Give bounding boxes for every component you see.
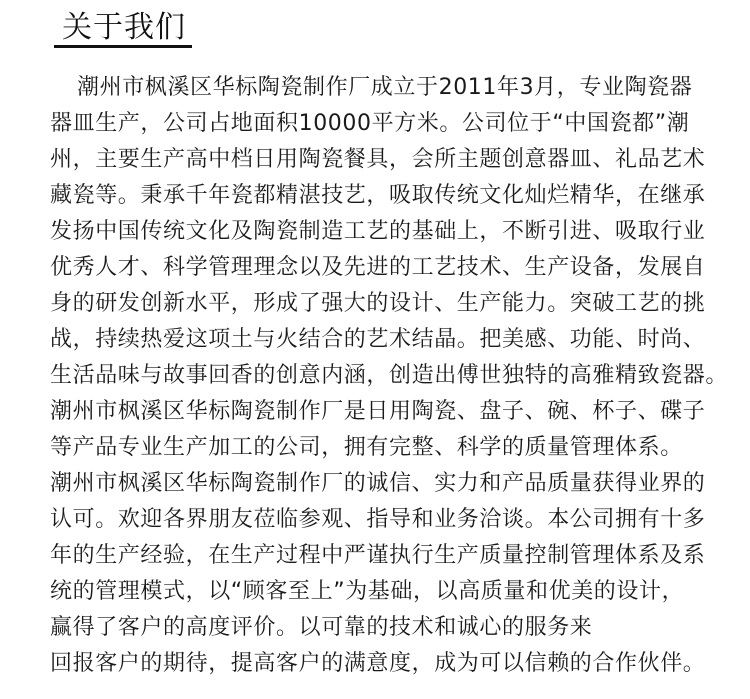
text-line: 潮州市枫溪区华标陶瓷制作厂的诚信、实力和产品质量获得业界的 [50,471,706,496]
text-line: 等产品专业生产加工的公司，拥有完整、科学的质量管理体系。 [50,435,683,460]
text-line: 州，主要生产高中档日用陶瓷餐具，会所主题创意器皿、礼品艺术 [50,147,706,172]
text-line: 身的研发创新水平，形成了强大的设计、生产能力。突破工艺的挑 [50,291,706,316]
text-line: 潮州市枫溪区华标陶瓷制作厂成立于2011年3月，专业陶瓷器 [77,75,693,100]
text-line: 统的管理模式，以“顾客至上”为基础，以高质量和优美的设计， [50,579,685,604]
text-line: 发扬中国传统文化及陶瓷制造工艺的基础上，不断引进、吸取行业 [50,219,706,244]
text-line: 潮州市枫溪区华标陶瓷制作厂是日用陶瓷、盘子、碗、杯子、碟子 [50,399,706,424]
page-title: 关于我们 [62,10,186,45]
text-line: 优秀人才、科学管理理念以及先进的工艺技术、生产设备，发展自 [50,255,706,280]
title-underline [54,45,192,48]
text-line: 赢得了客户的高度评价。以可靠的技术和诚心的服务来 [50,615,593,640]
text-line: 年的生产经验，在生产过程中严谨执行生产质量控制管理体系及系 [50,543,706,568]
about-text [50,70,740,682]
text-line: 回报客户的期待，提高客户的满意度，成为可以信赖的合作伙伴。 [50,651,706,676]
text-line: 认可。欢迎各界朋友莅临参观、指导和业务洽谈。本公司拥有十多 [50,507,706,532]
text-line: 藏瓷等。秉承千年瓷都精湛技艺，吸取传统文化灿烂精华，在继承 [50,183,706,208]
text-line: 战，持续热爱这项土与火结合的艺术结晶。把美感、功能、时尚、 [50,327,706,352]
text-line: 器皿生产，公司占地面积10000平方米。公司位于“中国瓷都”潮 [50,111,690,136]
text-line: 生活品味与故事回香的创意内涵，创造出傅世独特的高雅精致瓷器。 [50,363,729,388]
